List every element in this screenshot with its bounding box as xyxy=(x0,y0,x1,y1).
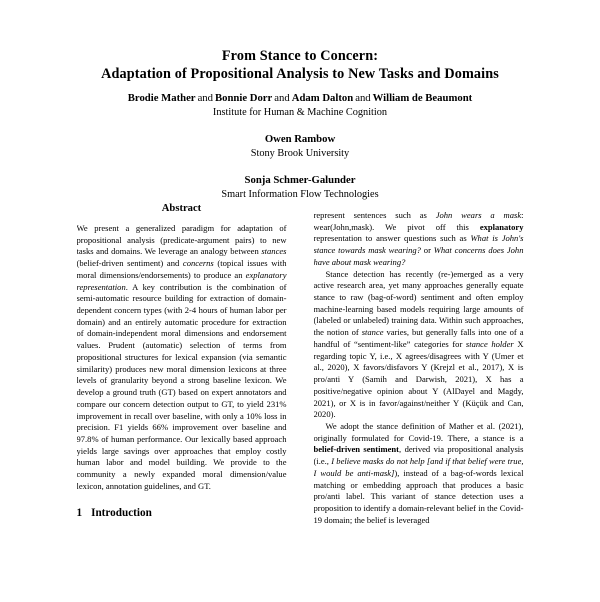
paragraph: represent sentences such as John wears a mask: wear(John,mask). We pivot off this explanatory representation to answer questions such as What is John's stance towards mask wearing? or What concerns does John have about mask wearing? xyxy=(313,210,524,267)
left-column xyxy=(77,202,287,602)
author-group-1 xyxy=(0,92,600,119)
author-name: Adam Dalton xyxy=(291,92,354,104)
right-column xyxy=(314,202,524,602)
author-name: Sonja Schmer-Galunder xyxy=(244,174,356,186)
page-title xyxy=(60,48,540,83)
affiliation-2: Stony Brook University xyxy=(250,147,350,159)
author-conjunction: and xyxy=(274,92,290,104)
author-name: William de Beaumont xyxy=(372,92,473,104)
section-heading-introduction xyxy=(77,506,287,520)
affiliation-3: Smart Information Flow Technologies xyxy=(221,188,379,200)
body-columns xyxy=(0,202,600,602)
title-block xyxy=(0,0,600,83)
section-number: 1 xyxy=(76,506,83,519)
author-name: Bonnie Dorr xyxy=(215,92,273,104)
author-group-2 xyxy=(0,133,600,160)
abstract-heading: Abstract xyxy=(161,203,202,214)
title-line-1: From Stance to Concern: xyxy=(221,48,379,64)
paragraph: Stance detection has recently (re-)emerged as a very active research area, yet many approaches generally equate stance to raw (bag-of-word) sentiment and often employ machine-learning based models requiring large amounts of (labeled or unlabeled) training data. Within such approaches, the notion of stance varies, but generally falls into one of a handful of “sentiment-like” categories for stance holder X regarding topic Y, i.e., X agrees/disagrees with Y (Umer et al., 2020), X favors/disfavors Y (Krejzl et al., 2017), X is pro/anti Y (Samih and Darwish, 2021), X has a positive/negative opinion about Y (AlDayel and Magdy, 2021), or X is in favor/against/neither Y (Küçük and Can, 2020). xyxy=(313,268,524,420)
affiliation-1: Institute for Human & Machine Cognition xyxy=(212,106,388,118)
author-name: Owen Rambow xyxy=(264,133,336,145)
abstract-body: We present a generalized paradigm for adaptation of propositional analysis (predicate-argument pairs) to new tasks and domains. We leverage an analogy between stances (belief-driven sentiment) and concerns (topical issues with moral dimensions/endorsements) to produce an explanatory representation. A key contribution is the combination of semi-automatic resource building for extraction of domain-dependent concern types (with 2-4 hours of human labor per domain) and an entirely automatic procedure for extraction of domain-independent moral dimensions and endorsement values. Prudent (automatic) selection of terms from propositional structures for lexical expansion (via semantic similarity) produces new moral dimension lexicons at three levels of granularity beyond a strong baseline lexicon. We develop a ground truth (GT) based on expert annotators and compare our concern detection output to GT, to yield 231% improvement in recall over baseline, with only a 10% loss in precision. F1 yields 66% improvement over baseline and 97.8% of human performance. Our lexically based approach yields large savings over approaches that employ costly human labor and model building. We provide to the community a newly expanded moral dimension/value lexicon, annotation guidelines, and GT. xyxy=(76,223,287,491)
section-title: Introduction xyxy=(91,506,152,519)
author-line-3 xyxy=(0,174,600,188)
author-line-1 xyxy=(0,92,600,106)
author-name: Brodie Mather xyxy=(127,92,196,104)
title-line-2: Adaptation of Propositional Analysis to New Tasks and Domains xyxy=(101,65,499,82)
author-line-2 xyxy=(0,133,600,147)
author-conjunction: and xyxy=(197,92,213,104)
paragraph: We adopt the stance definition of Mather et al. (2021), originally formulated for Covid-19. There, a stance is a belief-driven sentiment, derived via propositional analysis (i.e., I believe masks do not help [and if that belief were true, I would be anti-mask]), instead of a bag-of-words lexical matching or embedding approach that produces a basic pro/anti label. This variant of stance detection uses a proposition to identify a domain-relevant belief in the Covid-19 domain; the belief is leveraged xyxy=(313,420,524,525)
author-group-3 xyxy=(0,174,600,201)
author-conjunction: and xyxy=(355,92,371,104)
